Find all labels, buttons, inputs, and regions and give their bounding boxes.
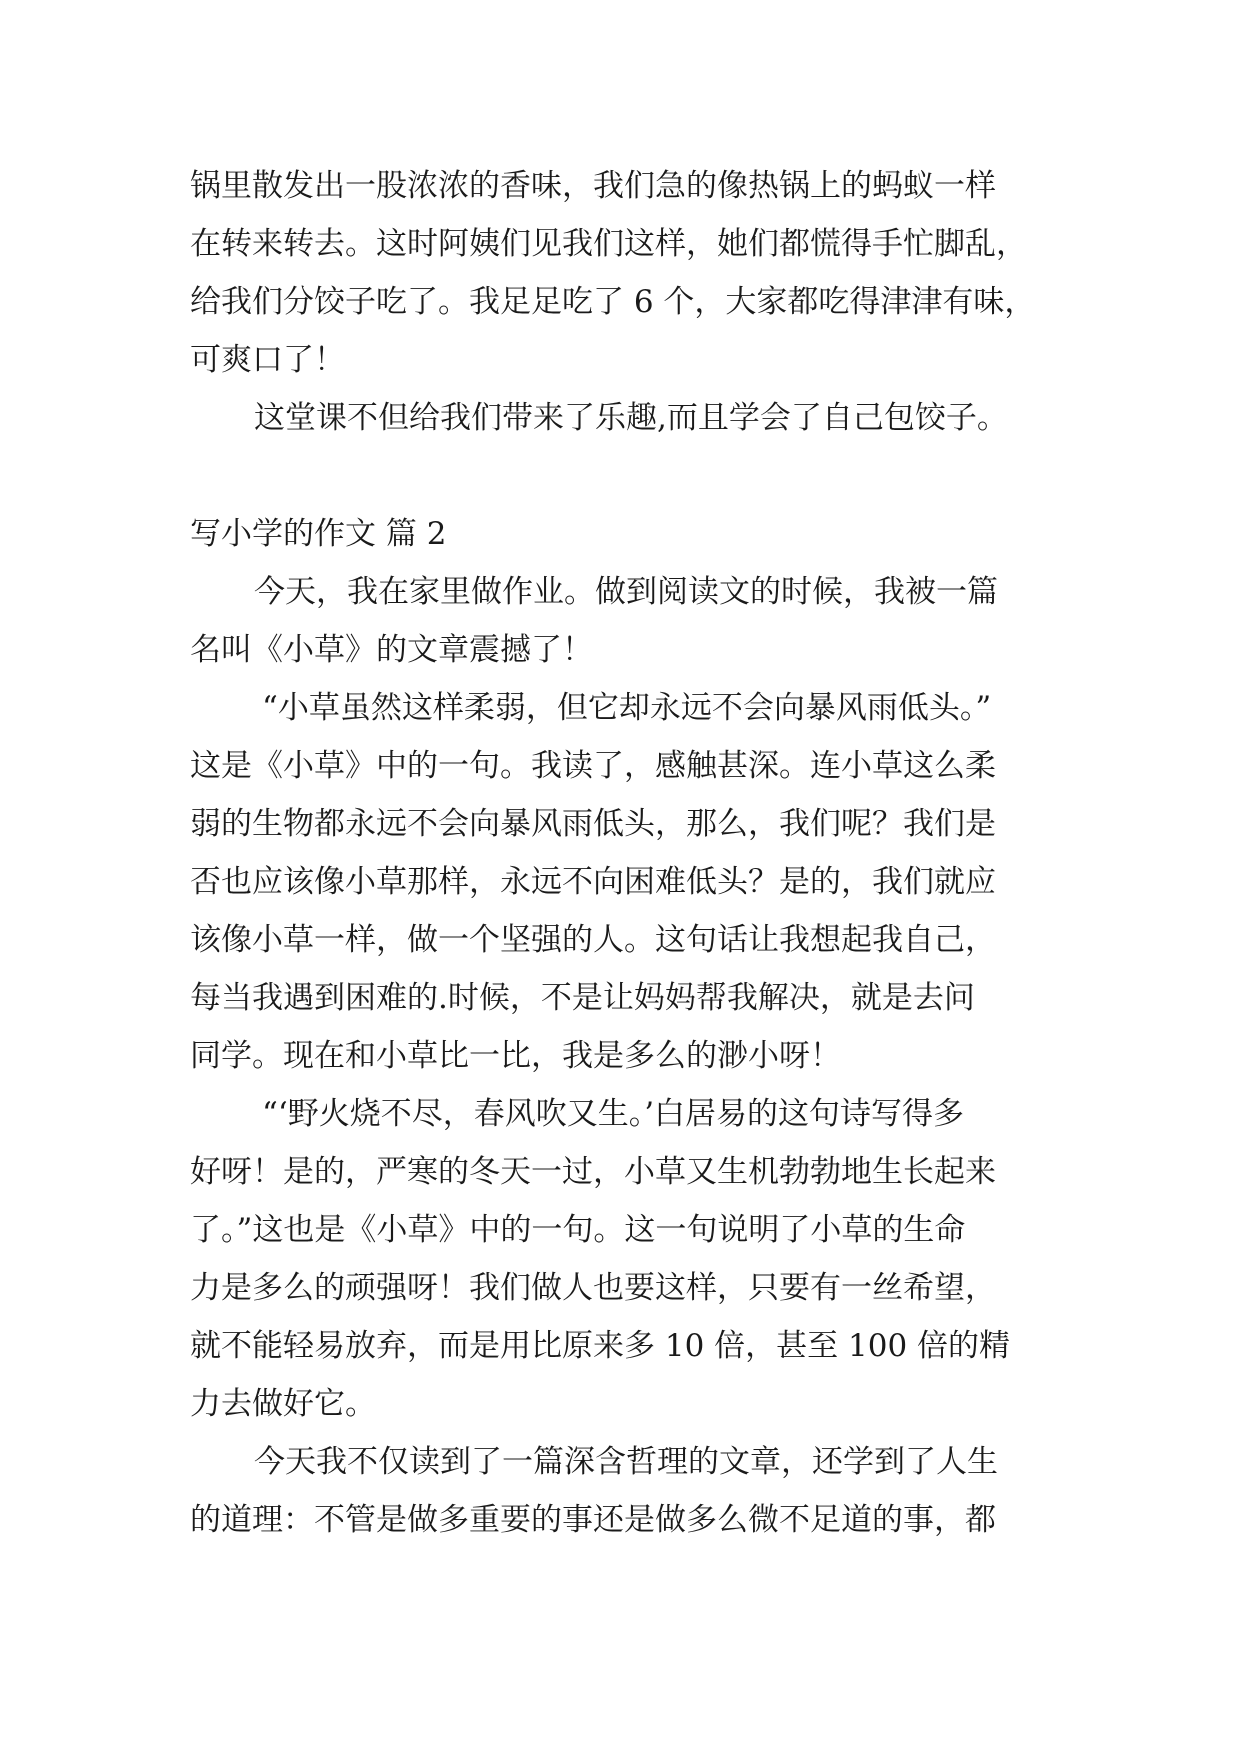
paragraph-line: “小草虽然这样柔弱，但它却永远不会向暴风雨低头。” xyxy=(262,690,992,726)
paragraph-line: 这是《小草》中的一句。我读了，感触甚深。连小草这么柔 xyxy=(190,748,996,784)
paragraph-line: 力是多么的顽强呀！我们做人也要这样，只要有一丝希望， xyxy=(190,1270,996,1306)
paragraph-line: 否也应该像小草那样，永远不向困难低头？是的，我们就应 xyxy=(190,864,996,900)
paragraph-line: 今天我不仅读到了一篇深含哲理的文章，还学到了人生 xyxy=(254,1444,998,1480)
section-heading: 写小学的作文 篇 2 xyxy=(190,516,447,552)
paragraph-line: 该像小草一样，做一个坚强的人。这句话让我想起我自己， xyxy=(190,922,996,958)
paragraph-line: 同学。现在和小草比一比，我是多么的渺小呀！ xyxy=(190,1038,841,1074)
paragraph-line: 锅里散发出一股浓浓的香味，我们急的像热锅上的蚂蚁一样 xyxy=(190,168,996,204)
paragraph-line: 力去做好它。 xyxy=(190,1386,376,1422)
paragraph-line: 今天，我在家里做作业。做到阅读文的时候，我被一篇 xyxy=(254,574,998,610)
paragraph-line: 这堂课不但给我们带来了乐趣,而且学会了自己包饺子。 xyxy=(254,400,1008,436)
paragraph-line: 每当我遇到困难的.时候，不是让妈妈帮我解决，就是去问 xyxy=(190,980,975,1016)
paragraph-line: 名叫《小草》的文章震撼了！ xyxy=(190,632,593,668)
paragraph-line: 可爽口了！ xyxy=(190,342,345,378)
paragraph-line: 就不能轻易放弃，而是用比原来多 10 倍，甚至 100 倍的精 xyxy=(190,1328,1011,1364)
paragraph-line: 了。”这也是《小草》中的一句。这一句说明了小草的生命 xyxy=(190,1212,966,1248)
paragraph-line: 在转来转去。这时阿姨们见我们这样，她们都慌得手忙脚乱， xyxy=(190,226,1027,262)
paragraph-line: 的道理：不管是做多重要的事还是做多么微不足道的事，都 xyxy=(190,1502,996,1538)
paragraph-line: 弱的生物都永远不会向暴风雨低头，那么，我们呢？我们是 xyxy=(190,806,996,842)
paragraph-line: 好呀！是的，严寒的冬天一过，小草又生机勃勃地生长起来 xyxy=(190,1154,996,1190)
paragraph-line: 给我们分饺子吃了。我足足吃了 6 个，大家都吃得津津有味， xyxy=(190,284,1036,320)
paragraph-line: “‘野火烧不尽，春风吹又生。’白居易的这句诗写得多 xyxy=(262,1096,965,1132)
